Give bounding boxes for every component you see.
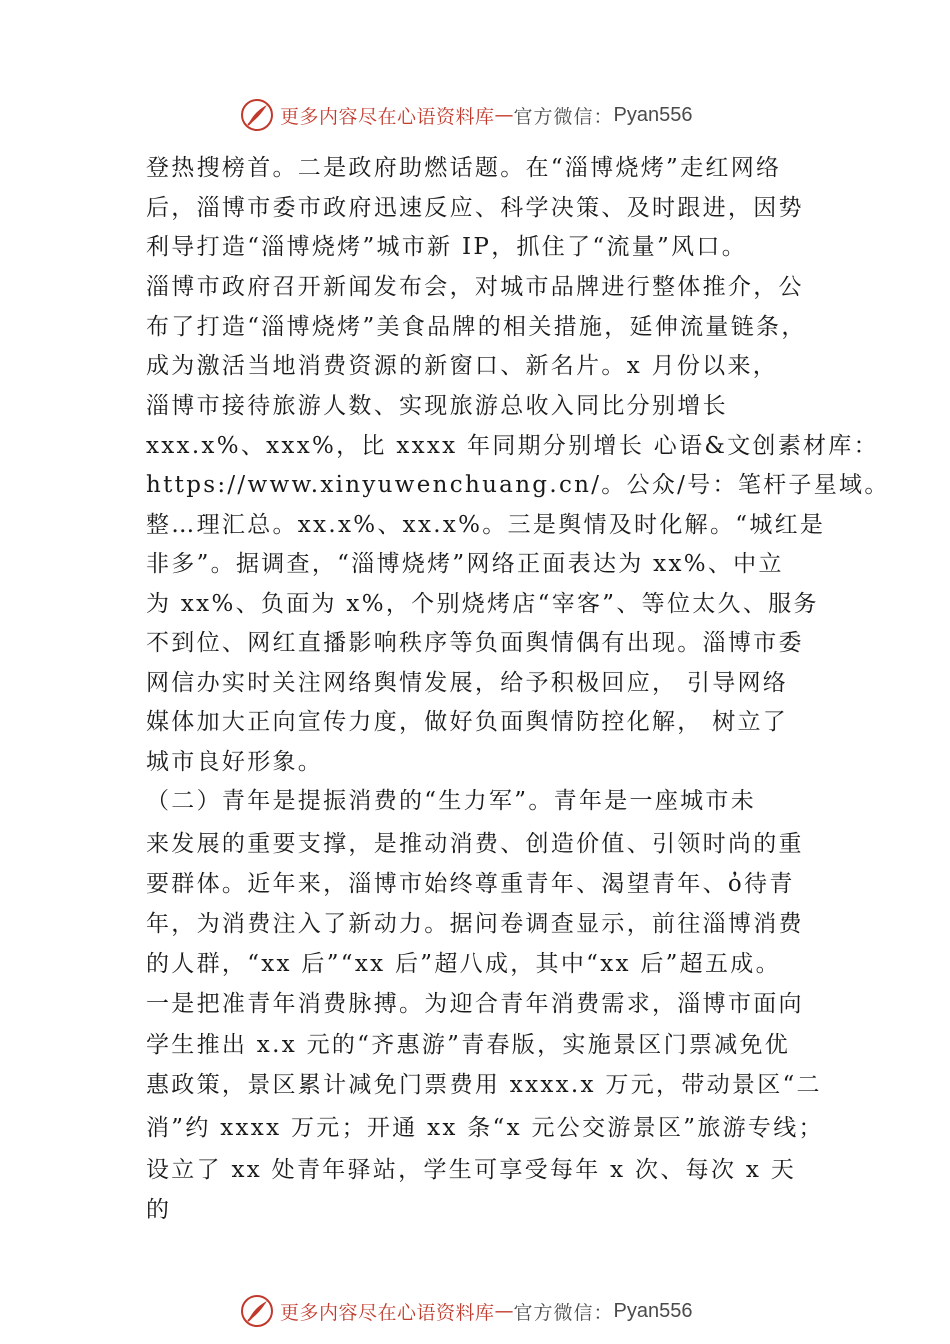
quill-logo-icon [240, 98, 274, 132]
text-line: 布了打造“淄博烧烤”美食品牌的相关措施，延伸流量链条， [146, 314, 807, 340]
banner-dash: — [494, 1300, 514, 1322]
banner-dash: — [494, 104, 514, 126]
text-line: 为 xx%、负面为 x%，个别烧烤店“宰客”、等位太久、服务 [146, 591, 819, 617]
banner-wechat-id: Pyan556 [613, 1299, 693, 1322]
text-line: 整…理汇总。xx.x%、xx.x%。三是舆情及时化解。“城红是 [146, 512, 826, 538]
text-line: 登热搜榜首。二是政府助燃话题。在“淄博烧烤”走红网络 [146, 155, 782, 181]
text-line: 消”约 xxxx 万元；开通 xx 条“x 元公交游景区”旅游专线； [146, 1115, 824, 1141]
text-line: 惠政策，景区累计减免门票费用 xxxx.x 万元，带动景区“二 [146, 1072, 822, 1098]
text-line: 不到位、网红直播影响秩序等负面舆情偶有出现。淄博市委 [146, 630, 804, 656]
text-line: 淄博市接待旅游人数、实现旅游总收入同比分别增长 [146, 393, 728, 419]
text-line: 来发展的重要支撑，是推动消费、创造价值、引领时尚的重 [146, 831, 804, 857]
text-line: 学生推出 x.x 元的“齐惠游”青春版，实施景区门票减免优 [146, 1032, 791, 1058]
banner-site-name: 更多内容尽在心语资料库 [280, 1301, 495, 1324]
text-line: 设立了 xx 处青年驿站，学生可享受每年 x 次、每次 x 天 [146, 1157, 797, 1183]
text-line: 的 [146, 1197, 172, 1223]
banner-wechat-id: Pyan556 [613, 103, 693, 126]
text-line: 一是把准青年消费脉搏。为迎合青年消费需求，淄博市面向 [146, 991, 804, 1017]
text-line: （二）青年是提振消费的“生力军”。青年是一座城市未 [146, 788, 757, 814]
text-line: 淄博市政府召开新闻发布会，对城市品牌进行整体推介，公 [146, 274, 804, 300]
banner-wechat-label: 官方微信： [513, 105, 614, 128]
text-line: https://www.xinyuwenchuang.cn/。公众/号：笔杆子星域。 [146, 472, 890, 498]
banner-wechat-label: 官方微信： [513, 1301, 614, 1324]
text-line: 后，淄博市委市政府迅速反应、科学决策、及时跟进，因势 [146, 195, 804, 221]
text-line: 年，为消费注入了新动力。据问卷调查显示，前往淄博消费 [146, 911, 804, 937]
text-line: 成为激活当地消费资源的新窗口、新名片。x 月份以来， [146, 353, 779, 379]
banner-site-name: 更多内容尽在心语资料库 [280, 105, 495, 128]
text-line: xxx.x%、xxx%，比 xxxx 年同期分别增长 心语&文创素材库： [146, 433, 879, 459]
text-line: 利导打造“淄博烧烤”城市新 IP，抓住了“流量”风口。 [146, 234, 748, 260]
text-line: 的人群，“xx 后”“xx 后”超八成，其中“xx 后”超五成。 [146, 951, 781, 977]
text-line: 要群体。近年来，淄博市始终尊重青年、渴望青年、ὀ待青 [146, 871, 795, 897]
text-line: 媒体加大正向宣传力度，做好负面舆情防控化解， 树立了 [146, 709, 789, 735]
quill-logo-icon [240, 1294, 274, 1328]
text-line: 非多”。据调查，“淄博烧烤”网络正面表达为 xx%、中立 [146, 551, 784, 577]
text-line: 网信办实时关注网络舆情发展，给予积极回应， 引导网络 [146, 670, 789, 696]
footer-banner [240, 1293, 693, 1329]
text-line: 城市良好形象。 [146, 749, 324, 775]
header-banner [240, 97, 693, 133]
